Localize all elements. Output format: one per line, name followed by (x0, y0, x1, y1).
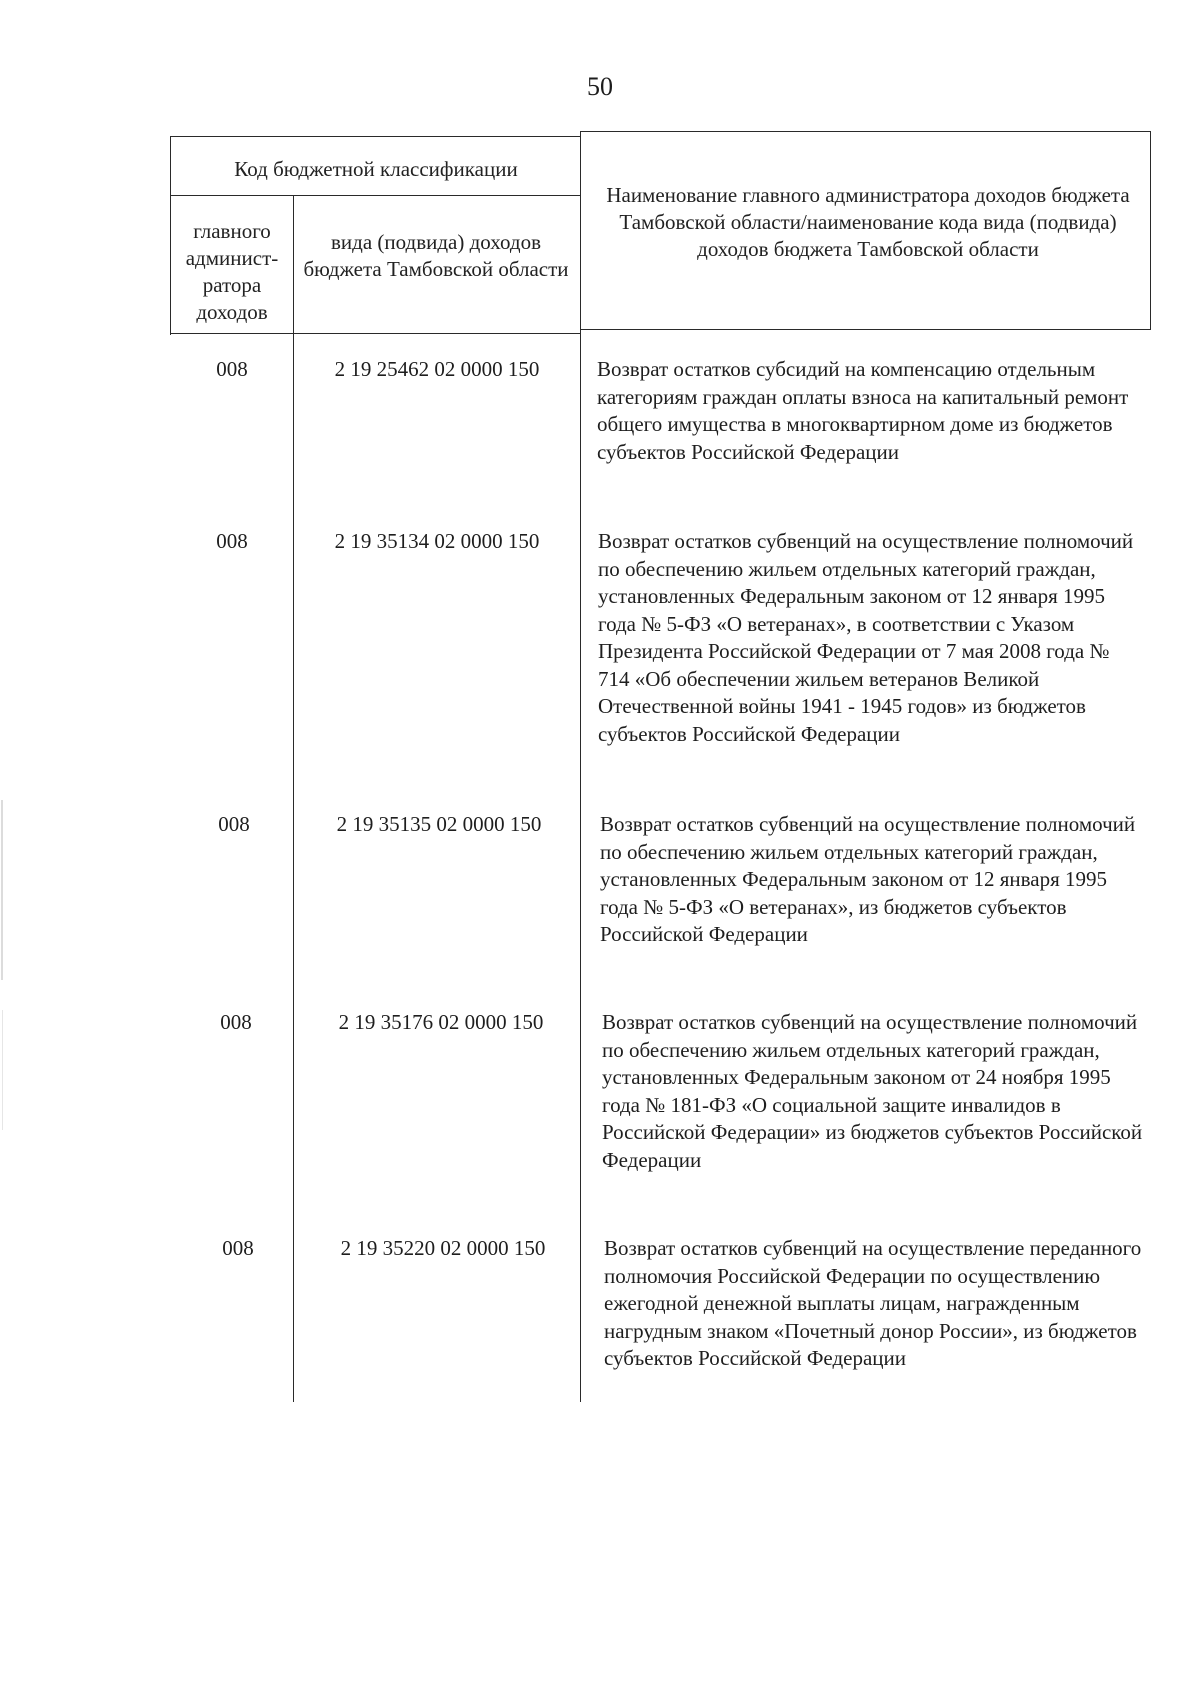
row-2-description: Возврат остатков субвенций на осуществление полномочий по обеспечению жильем отдельных категорий граждан, установленных Федеральным законом от 12 января 1995 года № 5-ФЗ «О ветеранах», в соответствии с Указом Президента Российской Федерации от 7 мая 2008 года № 714 «Об обеспечении жильем ветеранов Великой Отечественной войны 1941 - 1945 годов» из бюджетов субъектов Российской Федерации (598, 529, 1134, 746)
row-1-description: Возврат остатков субсидий на компенсацию отдельным категориям граждан оплаты взноса на капитальный ремонт общего имущества в многоквартирном доме из бюджетов субъектов Российской Федерации (597, 357, 1129, 464)
header-bottom-border-right (580, 329, 1151, 330)
row-5-budget-code: 2 19 35220 02 0000 150 (340, 1236, 546, 1260)
row-5-description: Возврат остатков субвенций на осуществление переданного полномочия Российской Федерации по осуществлению ежегодной денежной выплаты лицам, награжденным нагрудным знаком «Почетный донор России», из бюджетов субъектов Российской Федерации (604, 1236, 1142, 1370)
row-5-admin-code: 008 (222, 1236, 254, 1260)
row-4-description: Возврат остатков субвенций на осуществление полномочий по обеспечению жильем отдельных категорий граждан, установленных Федеральным законом от 24 ноября 1995 года № 181-ФЗ «О социальной защите инвалидов в Российской Федерации» из бюджетов субъектов Российской Федерации (602, 1010, 1143, 1172)
header-right-border (1150, 131, 1151, 330)
header-top-border (170, 136, 580, 137)
row-3-admin-code: 008 (218, 812, 250, 836)
header-top-border-right (580, 131, 1151, 132)
row-1-budget-code: 2 19 25462 02 0000 150 (334, 357, 540, 381)
header-col-income-type: вида (подвида) доходов бюджета Тамбовской области (303, 230, 569, 281)
header-col-name: Наименование главного администратора доходов бюджета Тамбовской области/наименование кода вида (подвида) доходов бюджета Тамбовской области (606, 183, 1130, 261)
header-left-border (170, 136, 171, 335)
header-bottom-border (170, 333, 580, 334)
header-col-admin: главного админист-ратора доходов (185, 219, 279, 324)
column-divider-1 (293, 195, 294, 1402)
row-2-admin-code: 008 (216, 529, 248, 553)
header-group-divider (170, 195, 580, 196)
row-3-description: Возврат остатков субвенций на осуществление полномочий по обеспечению жильем отдельных категорий граждан, установленных Федеральным законом от 12 января 1995 года № 5-ФЗ «О ветеранах», из бюджетов субъектов Российской Федерации (600, 812, 1136, 946)
row-2-budget-code: 2 19 35134 02 0000 150 (334, 529, 540, 553)
page-number: 50 (587, 72, 613, 101)
row-3-budget-code: 2 19 35135 02 0000 150 (336, 812, 542, 836)
row-1-admin-code: 008 (216, 357, 248, 381)
column-divider-2 (580, 131, 581, 1402)
row-4-budget-code: 2 19 35176 02 0000 150 (338, 1010, 544, 1034)
row-4-admin-code: 008 (220, 1010, 252, 1034)
scan-edge-mark (2, 1010, 3, 1130)
header-group-title: Код бюджетной классификации (234, 157, 518, 181)
scan-edge-mark (1, 800, 3, 980)
